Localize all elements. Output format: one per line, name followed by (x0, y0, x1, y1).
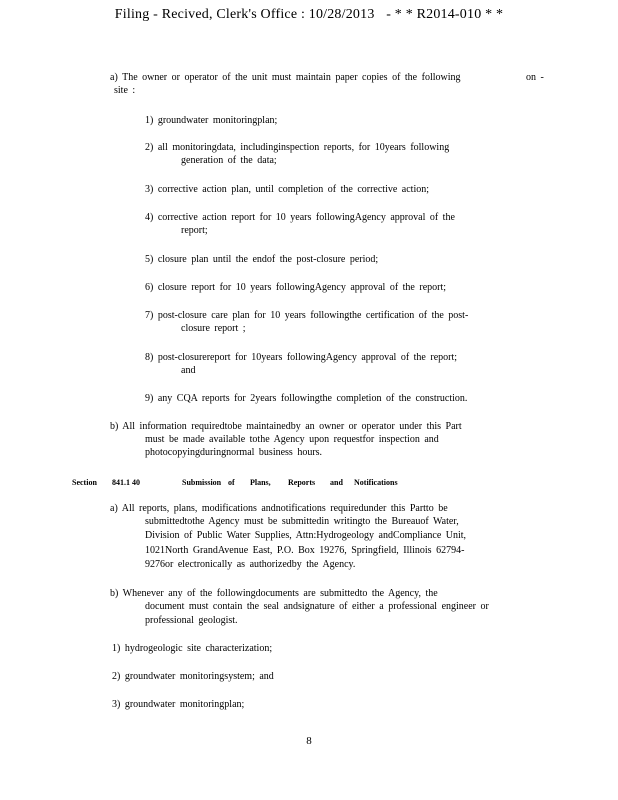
sec-b-line2: document must contain the seal andsignature of either a professional engineer or (145, 601, 489, 612)
list-item-5: 5) closure plan until the endof the post-closure period; (145, 254, 379, 265)
list-item-1: 1) groundwater monitoringplan; (145, 115, 278, 126)
list-item-9: 9) any CQA reports for 2years followingthe completion of the construction. (145, 393, 468, 404)
section-word-plans: Plans, (250, 478, 271, 487)
list-item-7-cont: closure report ; (181, 323, 246, 334)
list-item-7: 7) post-closure care plan for 10 years followingthe certification of the post- (145, 310, 469, 321)
filing-stamp: Filing - Recived, Clerk's Office : 10/28/2013 (114, 7, 375, 22)
sec-a-line2: submittedtothe Agency must be submittedin writingto the Bureauof Water, (145, 516, 459, 527)
list-item-6: 6) closure report for 10 years followingAgency approval of the report; (145, 282, 447, 293)
list-item-4-cont: report; (181, 225, 208, 236)
section-word-of: of (228, 478, 235, 487)
sec-a-line3: Division of Public Water Supplies, Attn:Hydrogeology andCompliance Unit, (145, 530, 467, 541)
list-item-3: 3) corrective action plan, until completion of the corrective action; (145, 184, 430, 195)
section-word-notifications: Notifications (354, 478, 398, 487)
page-number: 8 (306, 735, 312, 747)
para-a-line1: a) The owner or operator of the unit must maintain paper copies of the following (110, 72, 461, 83)
list-item-8: 8) post-closurereport for 10years followingAgency approval of the report; (145, 352, 458, 363)
section-word-and: and (330, 478, 343, 487)
sec-a-line5: 9276or electronically as authorizedby the Agency. (145, 559, 356, 570)
sec-b-item-2: 2) groundwater monitoringsystem; and (112, 671, 274, 682)
para-a-line1-end: on - (526, 72, 544, 83)
sec-a-line1: a) All reports, plans, modifications andnotifications requiredunder this Partto be (110, 503, 448, 514)
para-b-line1: b) All information requiredtobe maintainedby an owner or operator under this Part (110, 421, 462, 432)
section-word-reports: Reports (288, 478, 316, 487)
section-heading (72, 478, 398, 487)
section-number: 841.1 40 (112, 478, 140, 487)
list-item-4: 4) corrective action report for 10 years followingAgency approval of the (145, 212, 455, 223)
docket-number: - * * R2014-010 * * (386, 7, 504, 22)
sec-b-line1: b) Whenever any of the followingdocuments are submittedto the Agency, the (110, 588, 438, 599)
para-a-line2: site : (114, 85, 136, 96)
list-item-8-cont: and (181, 365, 196, 376)
sec-a-line4: 1021North GrandAvenue East, P.O. Box 19276, Springfield, Illinois 62794- (145, 545, 465, 556)
para-b-line2: must be made available tothe Agency upon requestfor inspection and (145, 434, 439, 445)
section-label: Section (72, 478, 97, 487)
section-word-submission: Submission (182, 478, 222, 487)
list-item-2-cont: generation of the data; (181, 155, 277, 166)
para-b-line3: photocopyingduringnormal business hours. (145, 447, 323, 458)
sec-b-item-1: 1) hydrogeologic site characterization; (112, 643, 273, 654)
list-item-2: 2) all monitoringdata, includinginspection reports, for 10years following (145, 142, 450, 153)
filing-header (0, 7, 618, 23)
sec-b-item-3: 3) groundwater monitoringplan; (112, 699, 245, 710)
sec-b-line3: professional geologist. (145, 615, 238, 626)
